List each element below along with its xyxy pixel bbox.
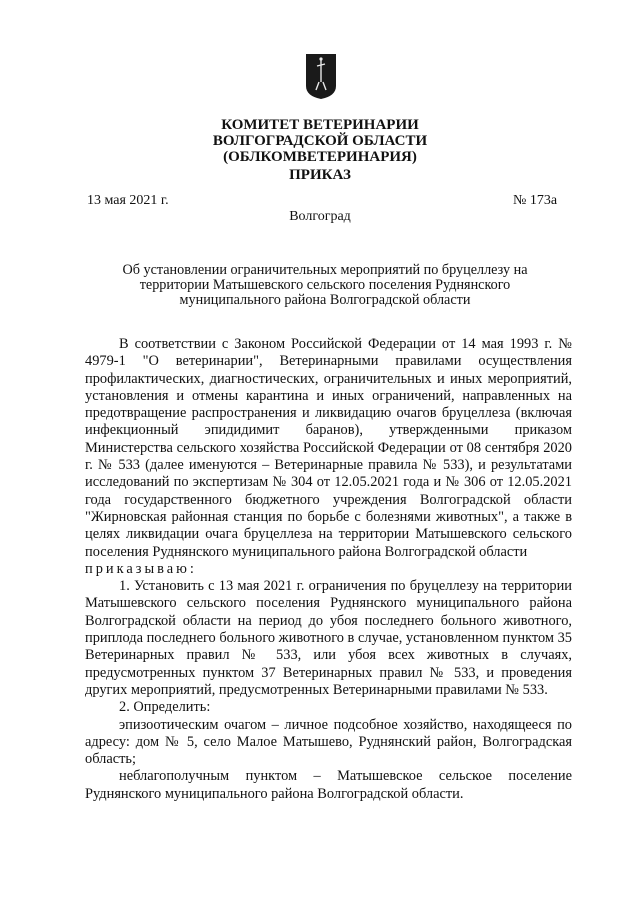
document-type: ПРИКАЗ	[289, 167, 351, 183]
org-name-line1: КОМИТЕТ ВЕТЕРИНАРИИ	[221, 117, 419, 133]
document-date: 13 мая 2021 г.	[87, 193, 169, 208]
org-name-line2: ВОЛГОГРАДСКОЙ ОБЛАСТИ	[212, 133, 428, 149]
orders-word: приказываю:	[85, 560, 197, 577]
document-body	[85, 336, 572, 803]
document-city: Волгоград	[289, 209, 351, 224]
preamble-paragraph: В соответствии с Законом Российской Федерации от 14 мая 1993 г. № 4979-1 "О ветеринарии", Ветеринарными правилами осуществления профилактических, диагностических, ограничительных и иных мероприятий, установления и отмены карантина и иных ограничений, направленных на предотвращение распространения и ликвидацию очагов бруцеллеза (включая инфекционный эпидидимит баранов), утвержденными приказом Министерства сельского хозяйства Российской Федерации от 08 сентября 2020 г. № 533 (далее именуются – Ветеринарные правила № 533), и результатами исследований по экспертизам № 304 от 12.05.2021 года и № 306 от 12.05.2021 года государственного бюджетного учреждения Волгоградской области "Жирновская районная станция по борьбе с болезнями животных", а также в целях ликвидации очага бруцеллеза на территории Матышевского сельского поселения Руднянского муниципального района Волгоградской области	[85, 336, 572, 560]
item-2: 2. Определить:	[119, 699, 211, 716]
item-2b: неблагополучным пунктом – Матышевское сельское поселение Руднянского муниципального района Волгоградской области.	[85, 768, 572, 802]
org-name-line3: (ОБЛКОМВЕТЕРИНАРИЯ)	[223, 149, 417, 165]
item-1: 1. Установить с 13 мая 2021 г. ограничения по бруцеллезу на территории Матышевского сельского поселения Руднянского муниципального района Волгоградской области на период до убоя последнего больного животного, приплода последнего больного животного в случае, установленном пунктом 35 Ветеринарных правил № 533, или убоя всех животных в случаях, предусмотренных пунктом 37 Ветеринарных правил № 533, и проведения других мероприятий, предусмотренных Ветеринарными правилами № 533.	[85, 578, 572, 698]
item-2a: эпизоотическим очагом – личное подсобное хозяйство, находящееся по адресу: дом № 5, село Малое Матышево, Руднянский район, Волгоградская область;	[85, 716, 572, 768]
coat-of-arms-icon	[304, 52, 338, 100]
document-subject: Об установлении ограничительных мероприятий по бруцеллезу на территории Матышевского сельского поселения Руднянского муниципального района Волгоградской области	[122, 262, 528, 308]
document-number: № 173а	[513, 193, 558, 208]
